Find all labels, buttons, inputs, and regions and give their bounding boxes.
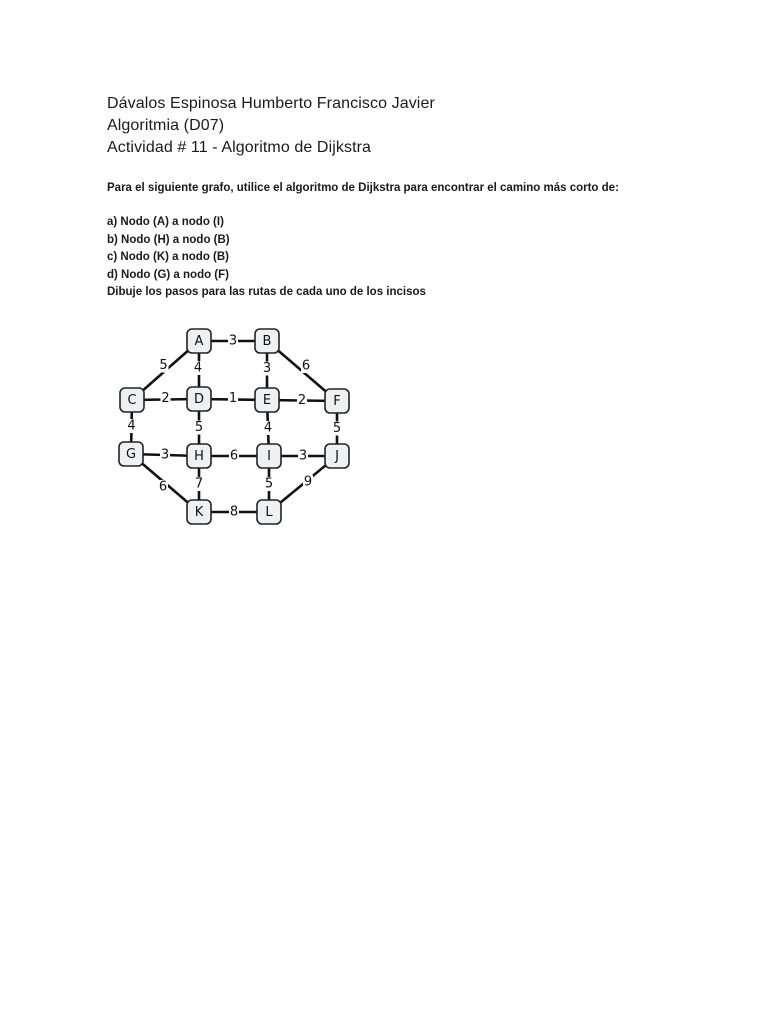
edge-weight-i-j: 3 xyxy=(298,448,308,464)
edge-weight-b-f: 6 xyxy=(301,358,311,374)
node-label-k: K xyxy=(194,505,204,520)
node-label-i: I xyxy=(267,449,271,464)
node-label-b: B xyxy=(262,334,272,349)
node-i xyxy=(257,444,281,468)
author-name: Dávalos Espinosa Humberto Francisco Javier xyxy=(107,95,435,112)
task-b: b) Nodo (H) a nodo (B) xyxy=(107,233,230,246)
edge-weight-a-b: 3 xyxy=(228,333,238,349)
node-h xyxy=(187,444,211,468)
node-g xyxy=(119,442,143,466)
node-k xyxy=(187,500,211,524)
edge-weight-g-h: 3 xyxy=(160,447,170,463)
task-a: a) Nodo (A) a nodo (I) xyxy=(107,216,224,228)
edge-weight-h-i: 6 xyxy=(229,448,239,464)
node-label-a: A xyxy=(194,334,204,349)
node-d xyxy=(187,387,211,411)
node-c xyxy=(120,388,144,412)
node-label-g: G xyxy=(125,447,137,462)
edge-weight-c-d: 2 xyxy=(161,391,170,406)
edge-weight-c-g: 4 xyxy=(127,418,136,434)
edge-weight-a-d: 4 xyxy=(193,360,203,376)
node-label-e: E xyxy=(262,393,272,408)
edge-weight-h-k: 7 xyxy=(194,476,204,492)
edge-weight-e-f: 2 xyxy=(297,393,307,408)
task-c: c) Nodo (K) a nodo (B) xyxy=(107,251,230,263)
edge-weight-k-l: 8 xyxy=(229,504,239,520)
course-name: Algoritmia (D07) xyxy=(107,117,225,134)
activity-title: Actividad # 11 - Algoritmo de Dijkstra xyxy=(107,139,372,156)
node-label-c: C xyxy=(127,393,137,408)
edge-weight-d-h: 5 xyxy=(194,420,204,435)
node-f xyxy=(325,389,349,413)
edge-weight-f-j: 5 xyxy=(332,421,342,436)
node-a xyxy=(187,329,211,353)
edge-weight-j-l: 9 xyxy=(303,474,313,490)
edge-weight-d-e: 1 xyxy=(228,391,238,406)
node-j xyxy=(325,444,349,468)
edge-weight-g-k: 6 xyxy=(158,479,168,495)
graph-edges xyxy=(127,334,343,520)
node-label-l: L xyxy=(265,505,273,520)
graph-nodes xyxy=(119,329,349,524)
edge-weight-i-l: 5 xyxy=(264,476,274,492)
node-e xyxy=(255,388,279,412)
node-l xyxy=(257,500,281,524)
instructions-intro: Para el siguiente grafo, utilice el algoritmo de Dijkstra para encontrar el camino más corto de: xyxy=(107,182,619,194)
node-label-h: H xyxy=(194,449,204,464)
task-d: d) Nodo (G) a nodo (F) xyxy=(107,268,229,281)
edge-weight-a-c: 5 xyxy=(159,358,168,373)
node-label-j: J xyxy=(335,449,339,464)
node-label-f: F xyxy=(333,394,341,409)
node-b xyxy=(255,329,279,353)
node-label-d: D xyxy=(193,392,205,407)
edge-weight-b-e: 3 xyxy=(262,361,272,376)
instructions-closing: Dibuje los pasos para las rutas de cada uno de los incisos xyxy=(107,286,426,298)
edge-weight-e-i: 4 xyxy=(263,420,273,436)
